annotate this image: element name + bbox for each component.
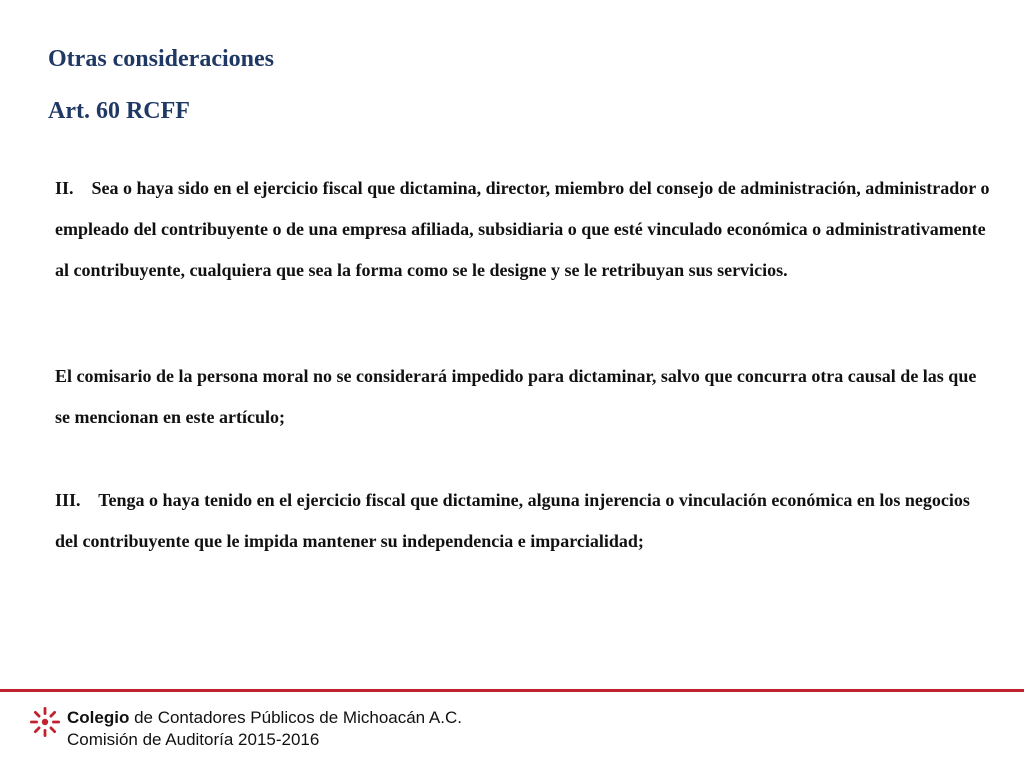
footer-divider [0,689,1024,692]
colegio-logo-icon [30,704,60,740]
slide-title: Otras consideraciones [48,46,274,72]
footer-committee: Comisión de Auditoría 2015-2016 [67,730,320,749]
footer-org-name [67,707,462,729]
footer-org-rest: de Contadores Públicos de Michoacán A.C. [129,708,462,727]
fraction-ii-numeral: II. [55,178,74,198]
slide-subtitle: Art. 60 RCFF [48,98,190,124]
footer-org-lead: Colegio [67,708,130,727]
fraction-iii-numeral: III. [55,490,81,510]
footer-text [67,707,462,751]
paragraph-fraction-iii [55,480,990,562]
paragraph-fraction-ii [55,168,990,291]
fraction-ii-text: Sea o haya sido en el ejercicio fiscal que dictamina, director, miembro del consejo de administración, administrador o empleado del contribuyente o de una empresa afiliada, subsidiaria o que esté vinculado económica o administrativamente al contribuyente, cualquiera que sea la forma como se le designe y se le retribuyan sus servicios. [55,178,990,280]
paragraph-comisario: El comisario de la persona moral no se considerará impedido para dictaminar, salvo que concurra otra causal de las que se mencionan en este artículo; [55,366,977,427]
fraction-iii-text: Tenga o haya tenido en el ejercicio fiscal que dictamine, alguna injerencia o vinculación económica en los negocios del contribuyente que le impida mantener su independencia e imparcialidad; [55,490,970,551]
